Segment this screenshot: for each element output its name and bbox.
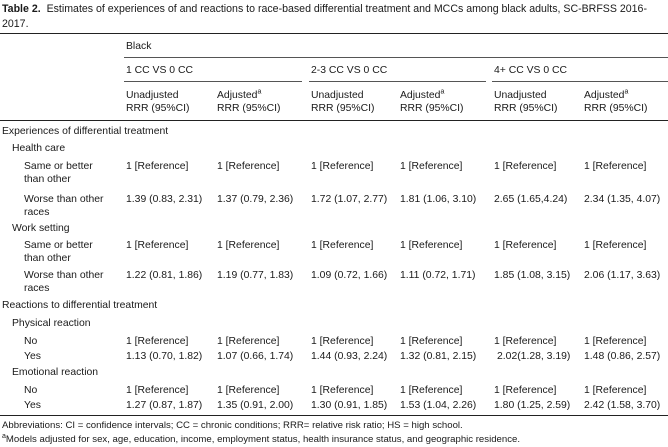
- cell-em-yes-4: 1.53 (1.04, 2.26): [400, 400, 477, 411]
- cell-hc-worse-3: 1.72 (1.07, 2.77): [311, 194, 388, 205]
- group-header-rule: [124, 57, 668, 58]
- cell-em-no-6: 1 [Reference]: [584, 385, 647, 396]
- cell-ph-no-5: 1 [Reference]: [494, 336, 557, 347]
- cell-em-yes-2: 1.35 (0.91, 2.00): [217, 400, 294, 411]
- subheader-unadjusted-3: Unadjusted RRR (95%CI): [494, 90, 558, 114]
- group-header-black: Black: [126, 41, 152, 52]
- comparison-rule-1: [124, 81, 302, 82]
- cell-hc-worse-1: 1.39 (0.83, 2.31): [126, 194, 203, 205]
- cell-ws-same-5: 1 [Reference]: [494, 240, 557, 251]
- cell-ws-same-1: 1 [Reference]: [126, 240, 189, 251]
- comparison-rule-3: [492, 81, 668, 82]
- subheader-adjusted-2: Adjusted$^a$ RRR (95%CI): [400, 88, 464, 114]
- row-label-ph-yes: Yes: [24, 351, 41, 362]
- header-bottom-rule: [0, 120, 668, 121]
- subsection-health-care: Health care: [12, 143, 66, 154]
- subsection-emotional: Emotional reaction: [12, 367, 99, 378]
- cell-ph-no-1: 1 [Reference]: [126, 336, 189, 347]
- row-label-ws-same: Same or better than other: [24, 240, 93, 264]
- subheader-unadjusted-2: Unadjusted RRR (95%CI): [311, 90, 375, 114]
- cell-ph-no-2: 1 [Reference]: [217, 336, 280, 347]
- cell-em-yes-3: 1.30 (0.91, 1.85): [311, 400, 388, 411]
- row-label-ws-worse: Worse than other races: [24, 270, 104, 294]
- cell-hc-same-5: 1 [Reference]: [494, 161, 557, 172]
- cell-hc-same-4: 1 [Reference]: [400, 161, 463, 172]
- cell-em-no-2: 1 [Reference]: [217, 385, 280, 396]
- subsection-work-setting: Work setting: [12, 223, 70, 234]
- cell-ph-no-3: 1 [Reference]: [311, 336, 374, 347]
- row-label-em-yes: Yes: [24, 400, 41, 411]
- cell-em-no-3: 1 [Reference]: [311, 385, 374, 396]
- cell-hc-same-6: 1 [Reference]: [584, 161, 647, 172]
- comparison-header-3: 4+ CC VS 0 CC: [494, 65, 568, 76]
- cell-ws-same-6: 1 [Reference]: [584, 240, 647, 251]
- subheader-unadjusted-1: Unadjusted RRR (95%CI): [126, 90, 190, 114]
- subheader-adjusted-1: Adjusted$^a$ RRR (95%CI): [217, 88, 281, 114]
- cell-hc-worse-6: 2.34 (1.35, 4.07): [584, 194, 661, 205]
- cell-ph-no-4: 1 [Reference]: [400, 336, 463, 347]
- row-label-ph-no: No: [24, 336, 38, 347]
- subheader-adjusted-3: Adjusted$^a$ RRR (95%CI): [584, 88, 648, 114]
- table-bottom-rule: [0, 415, 668, 416]
- cell-hc-same-1: 1 [Reference]: [126, 161, 189, 172]
- row-label-hc-same: Same or better than other: [24, 161, 93, 185]
- cell-hc-same-3: 1 [Reference]: [311, 161, 374, 172]
- cell-ws-worse-4: 1.11 (0.72, 1.71): [400, 270, 476, 281]
- cell-ws-same-4: 1 [Reference]: [400, 240, 463, 251]
- cell-ws-worse-3: 1.09 (0.72, 1.66): [311, 270, 388, 281]
- cell-ph-yes-4: 1.32 (0.81, 2.15): [400, 351, 477, 362]
- cell-ph-yes-3: 1.44 (0.93, 2.24): [311, 351, 388, 362]
- footnote-adjustment: $^a$Models adjusted for sex, age, education, income, employment status, health insurance status, and geographic residence.: [2, 432, 521, 445]
- comparison-header-2: 2-3 CC VS 0 CC: [311, 65, 388, 76]
- cell-ws-worse-5: 1.85 (1.08, 3.15): [494, 270, 571, 281]
- cell-hc-same-2: 1 [Reference]: [217, 161, 280, 172]
- cell-ph-no-6: 1 [Reference]: [584, 336, 647, 347]
- cell-hc-worse-2: 1.37 (0.79, 2.36): [217, 194, 294, 205]
- row-label-em-no: No: [24, 385, 38, 396]
- cell-em-yes-1: 1.27 (0.87, 1.87): [126, 400, 203, 411]
- section-reactions: Reactions to differential treatment: [2, 300, 158, 311]
- row-label-hc-worse: Worse than other races: [24, 194, 104, 218]
- footnote-abbreviations: Abbreviations: CI = confidence intervals; CC = chronic conditions; RRR= relative risk ratio; HS = high school.: [2, 420, 463, 431]
- cell-ph-yes-2: 1.07 (0.66, 1.74): [217, 351, 294, 362]
- subsection-physical: Physical reaction: [12, 318, 91, 329]
- cell-em-no-5: 1 [Reference]: [494, 385, 557, 396]
- cell-hc-worse-5: 2.65 (1.65,4.24): [494, 194, 568, 205]
- cell-ph-yes-5: 2.02(1.28, 3.19): [497, 351, 571, 362]
- comparison-header-1: 1 CC VS 0 CC: [126, 65, 193, 76]
- cell-em-no-4: 1 [Reference]: [400, 385, 463, 396]
- cell-ws-worse-6: 2.06 (1.17, 3.63): [584, 270, 661, 281]
- cell-em-no-1: 1 [Reference]: [126, 385, 189, 396]
- cell-ph-yes-1: 1.13 (0.70, 1.82): [126, 351, 203, 362]
- table-label: Table 2.: [2, 3, 41, 15]
- table-top-rule: [0, 33, 668, 34]
- cell-em-yes-5: 1.80 (1.25, 2.59): [494, 400, 571, 411]
- cell-em-yes-6: 2.42 (1.58, 3.70): [584, 400, 661, 411]
- cell-ws-worse-1: 1.22 (0.81, 1.86): [126, 270, 203, 281]
- cell-ph-yes-6: 1.48 (0.86, 2.57): [584, 351, 661, 362]
- comparison-rule-2: [309, 81, 486, 82]
- cell-hc-worse-4: 1.81 (1.06, 3.10): [400, 194, 477, 205]
- cell-ws-same-2: 1 [Reference]: [217, 240, 280, 251]
- cell-ws-same-3: 1 [Reference]: [311, 240, 374, 251]
- cell-ws-worse-2: 1.19 (0.77, 1.83): [217, 270, 294, 281]
- caption-text: Estimates of experiences of and reactions to race-based differential treatment and MCCs among black adults, SC-BRFSS 2016-2017.: [2, 3, 647, 30]
- section-experiences: Experiences of differential treatment: [2, 126, 169, 137]
- table-caption: [2, 2, 666, 32]
